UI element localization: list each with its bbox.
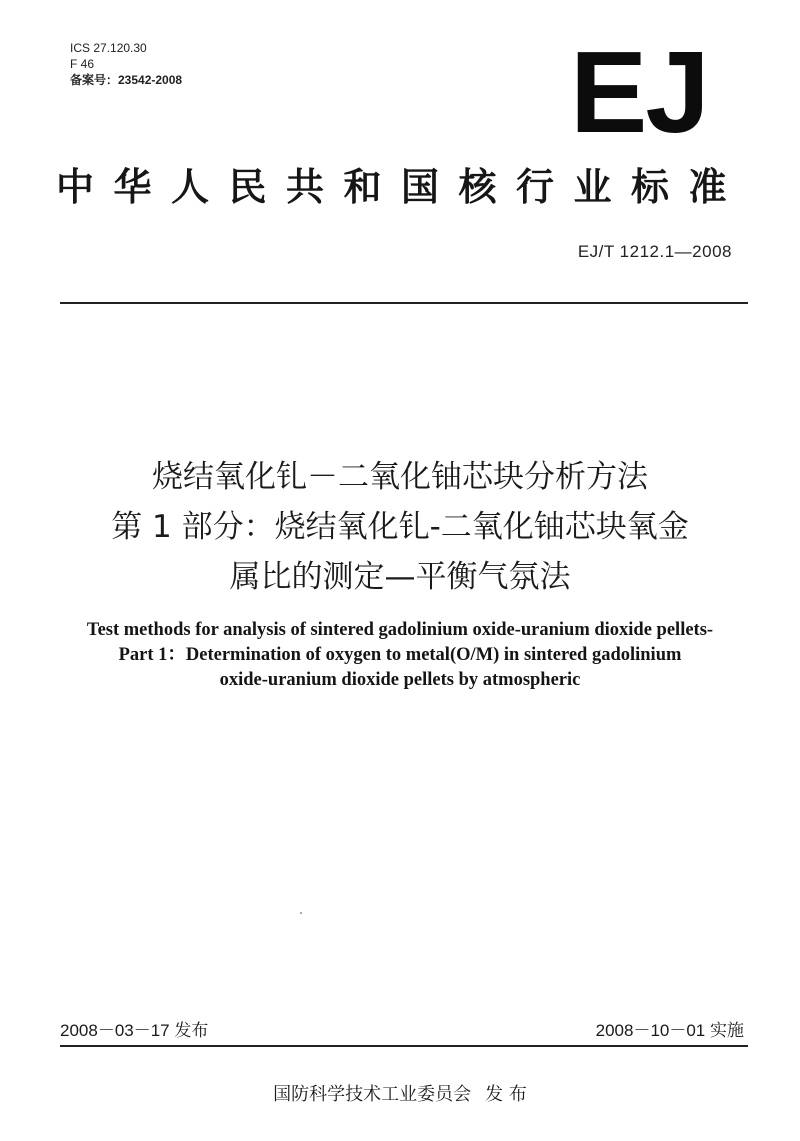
issuer-action: 发 布 bbox=[485, 1084, 527, 1105]
bottom-divider bbox=[60, 1045, 748, 1047]
english-title-line-2: Part 1：Determination of oxygen to metal(O/M) in sintered gadolinium bbox=[118, 645, 682, 665]
issuer-name: 国防科学技术工业委员会 bbox=[273, 1084, 472, 1105]
ics-code: ICS 27.120.30 bbox=[70, 41, 147, 55]
standard-category-title: 中华人民共和国核行业标准 bbox=[56, 165, 747, 209]
chinese-title bbox=[40, 452, 760, 602]
english-title-line-1: Test methods for analysis of sintered gadolinium oxide-uranium dioxide pellets- bbox=[86, 620, 714, 640]
effective-date: 2008－10－01 实施 bbox=[595, 1021, 744, 1040]
issuing-authority bbox=[0, 1080, 800, 1106]
issue-date: 2008－03－17 发布 bbox=[60, 1021, 209, 1040]
classification-block bbox=[70, 40, 182, 88]
chinese-title-line-2: 第 1 部分：烧结氧化钆-二氧化铀芯块氧金 bbox=[111, 509, 689, 545]
english-title-line-3: oxide-uranium dioxide pellets by atmospheric bbox=[219, 670, 581, 690]
class-code: F 46 bbox=[70, 57, 95, 71]
chinese-title-line-1: 烧结氧化钆－二氧化铀芯块分析方法 bbox=[152, 459, 648, 495]
scan-speck bbox=[300, 912, 302, 914]
standard-number: EJ/T 1212.1—2008 bbox=[577, 242, 732, 261]
top-divider bbox=[60, 302, 748, 304]
chinese-title-line-3: 属比的测定—平衡气氛法 bbox=[229, 559, 571, 595]
filing-number: 备案号：23542-2008 bbox=[70, 73, 183, 87]
ej-logo: EJ bbox=[570, 27, 708, 157]
english-title bbox=[30, 618, 770, 693]
